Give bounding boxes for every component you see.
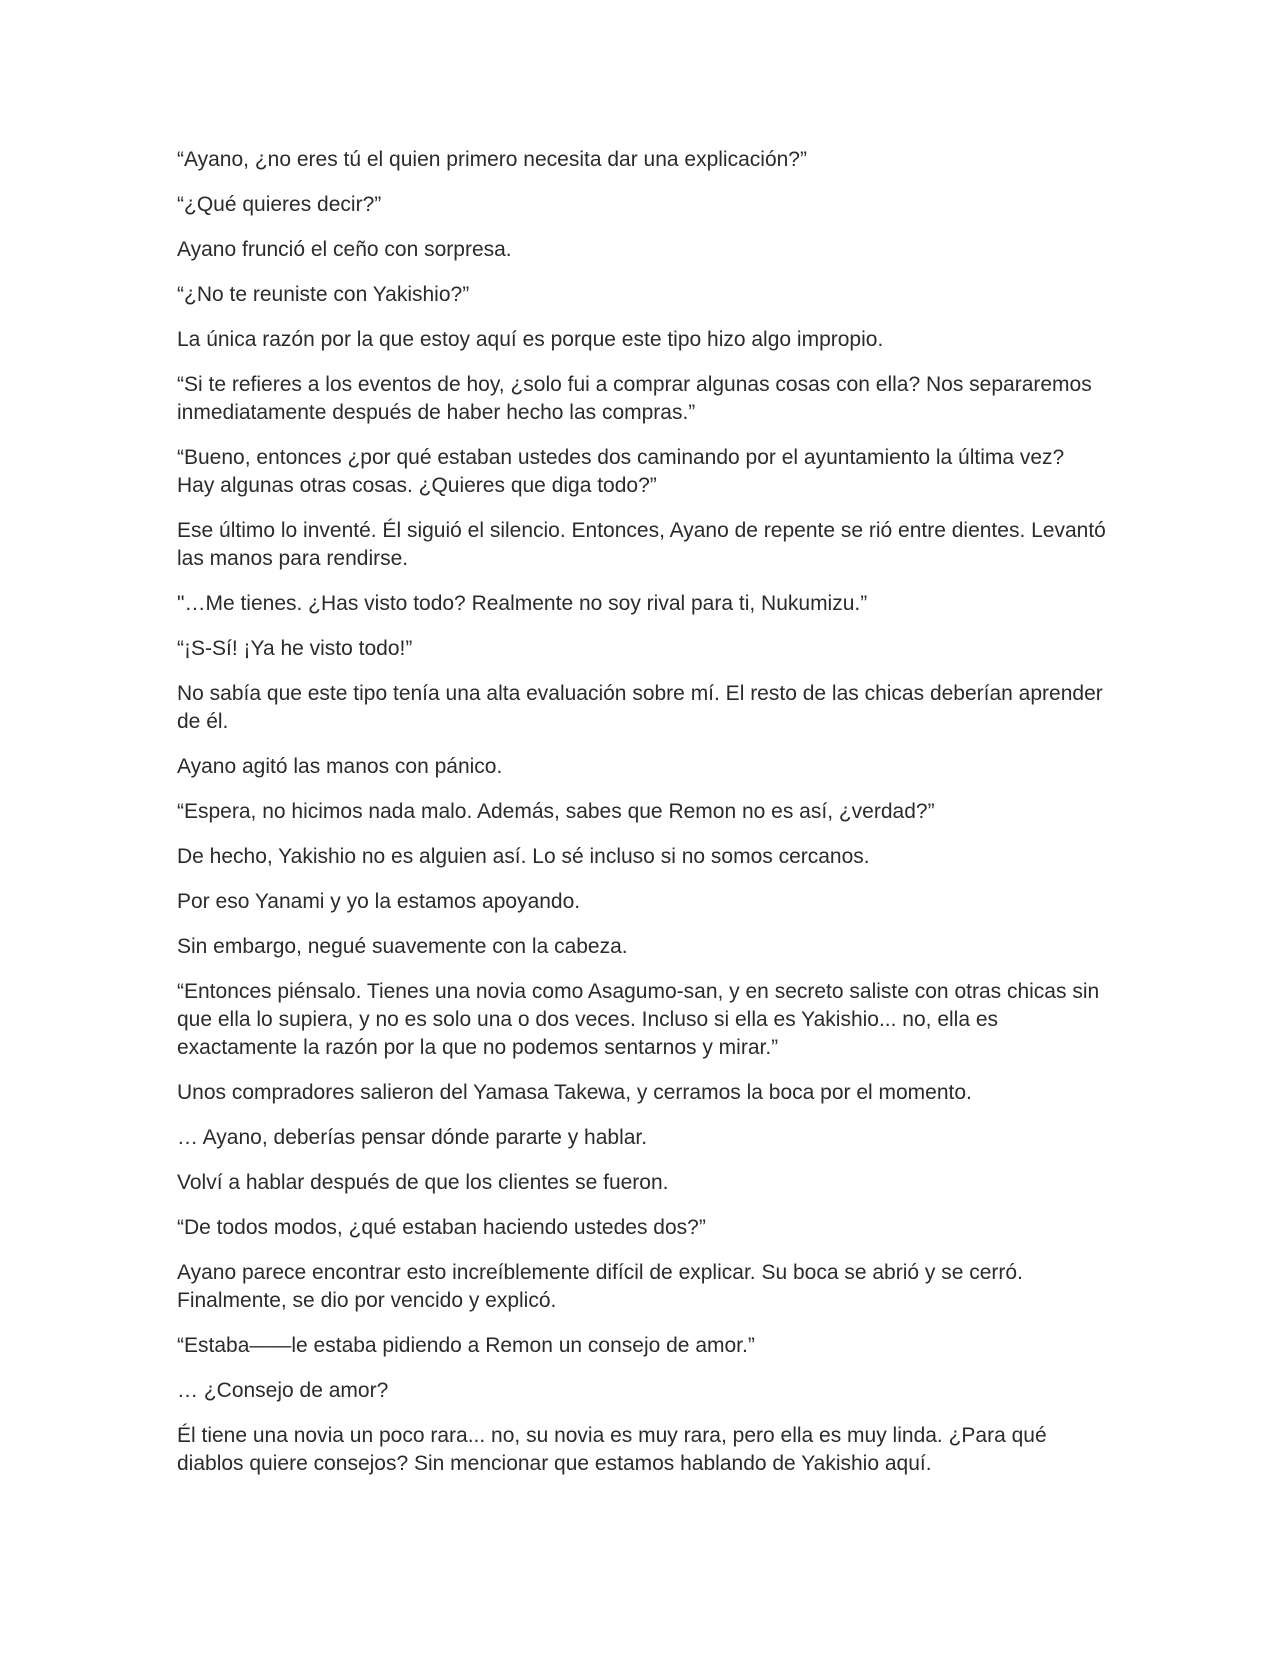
document-page bbox=[177, 146, 1107, 1495]
paragraph: La única razón por la que estoy aquí es porque este tipo hizo algo impropio. bbox=[177, 328, 884, 351]
paragraph: “Si te refieres a los eventos de hoy, ¿solo fui a comprar algunas cosas con ella? Nos separaremos inmediatamente después de haber hecho las compras.” bbox=[177, 373, 1092, 424]
paragraph: “Estaba——le estaba pidiendo a Remon un consejo de amor.” bbox=[177, 1334, 755, 1357]
paragraph: Ayano parece encontrar esto increíblemente difícil de explicar. Su boca se abrió y se cerró. Finalmente, se dio por vencido y explicó. bbox=[177, 1261, 1023, 1312]
paragraph: Ayano frunció el ceño con sorpresa. bbox=[177, 238, 512, 261]
paragraph: Ese último lo inventé. Él siguió el silencio. Entonces, Ayano de repente se rió entre dientes. Levantó las manos para rendirse. bbox=[177, 519, 1106, 570]
paragraph: “Entonces piénsalo. Tienes una novia como Asagumo-san, y en secreto saliste con otras chicas sin que ella lo supiera, y no es solo una o dos veces. Incluso si ella es Yakishio... no, ella es exactamente la razón por la que no podemos sentarnos y mirar.” bbox=[177, 980, 1100, 1059]
paragraph: Sin embargo, negué suavemente con la cabeza. bbox=[177, 935, 628, 958]
paragraph: De hecho, Yakishio no es alguien así. Lo sé incluso si no somos cercanos. bbox=[177, 845, 870, 868]
paragraph: “Ayano, ¿no eres tú el quien primero necesita dar una explicación?” bbox=[177, 148, 807, 171]
paragraph: “¿No te reuniste con Yakishio?” bbox=[177, 283, 470, 306]
paragraph: Ayano agitó las manos con pánico. bbox=[177, 755, 503, 778]
paragraph: … ¿Consejo de amor? bbox=[177, 1379, 389, 1402]
paragraph: Volví a hablar después de que los clientes se fueron. bbox=[177, 1171, 669, 1194]
paragraph: Por eso Yanami y yo la estamos apoyando. bbox=[177, 890, 581, 913]
paragraph: No sabía que este tipo tenía una alta evaluación sobre mí. El resto de las chicas deberían aprender de él. bbox=[177, 682, 1103, 733]
paragraph: “De todos modos, ¿qué estaban haciendo ustedes dos?” bbox=[177, 1216, 706, 1239]
paragraph: Él tiene una novia un poco rara... no, su novia es muy rara, pero ella es muy linda. ¿Para qué diablos quiere consejos? Sin mencionar que estamos hablando de Yakishio aquí. bbox=[177, 1424, 1047, 1475]
paragraph: … Ayano, deberías pensar dónde pararte y hablar. bbox=[177, 1126, 648, 1149]
paragraph: “¿Qué quieres decir?” bbox=[177, 193, 382, 216]
paragraph: “Bueno, entonces ¿por qué estaban ustedes dos caminando por el ayuntamiento la última vez? Hay algunas otras cosas. ¿Quieres que diga todo?” bbox=[177, 446, 1065, 497]
paragraph: "…Me tienes. ¿Has visto todo? Realmente no soy rival para ti, Nukumizu.” bbox=[177, 592, 868, 615]
paragraph: Unos compradores salieron del Yamasa Takewa, y cerramos la boca por el momento. bbox=[177, 1081, 972, 1104]
paragraph: “¡S-Sí! ¡Ya he visto todo!” bbox=[177, 637, 413, 660]
paragraph: “Espera, no hicimos nada malo. Además, sabes que Remon no es así, ¿verdad?” bbox=[177, 800, 935, 823]
